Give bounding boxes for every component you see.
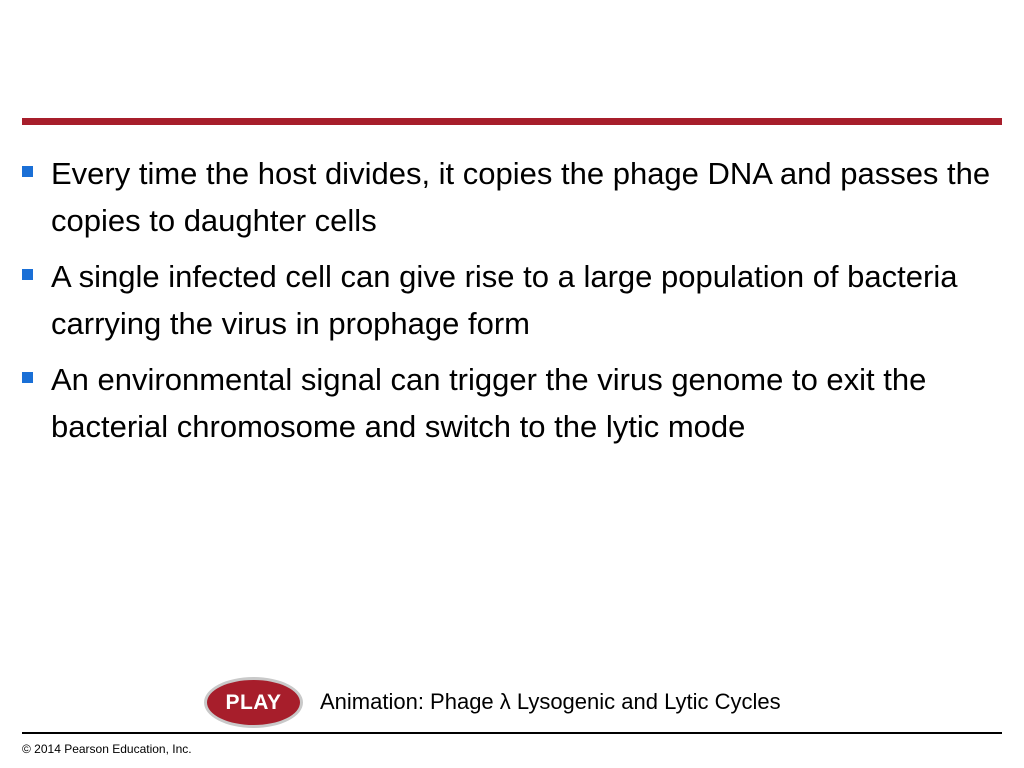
bullet-list bbox=[20, 150, 1005, 459]
play-animation-button[interactable] bbox=[204, 677, 303, 728]
square-bullet-icon bbox=[22, 372, 33, 383]
square-bullet-icon bbox=[22, 269, 33, 280]
square-bullet-icon bbox=[22, 166, 33, 177]
copyright-notice: © 2014 Pearson Education, Inc. bbox=[22, 742, 192, 756]
footer-divider bbox=[22, 732, 1002, 734]
bullet-item bbox=[20, 356, 1005, 450]
bullet-item bbox=[20, 150, 1005, 244]
animation-title: Animation: Phage λ Lysogenic and Lytic Cycles bbox=[320, 689, 781, 714]
play-button-label: PLAY bbox=[225, 690, 282, 714]
bullet-item bbox=[20, 253, 1005, 347]
bullet-text: A single infected cell can give rise to a large population of bacteria carrying the virus in prophage form bbox=[51, 259, 958, 341]
title-divider bbox=[22, 118, 1002, 125]
bullet-text: An environmental signal can trigger the virus genome to exit the bacterial chromosome and switch to the lytic mode bbox=[51, 362, 927, 444]
bullet-text: Every time the host divides, it copies the phage DNA and passes the copies to daughter cells bbox=[51, 156, 991, 238]
